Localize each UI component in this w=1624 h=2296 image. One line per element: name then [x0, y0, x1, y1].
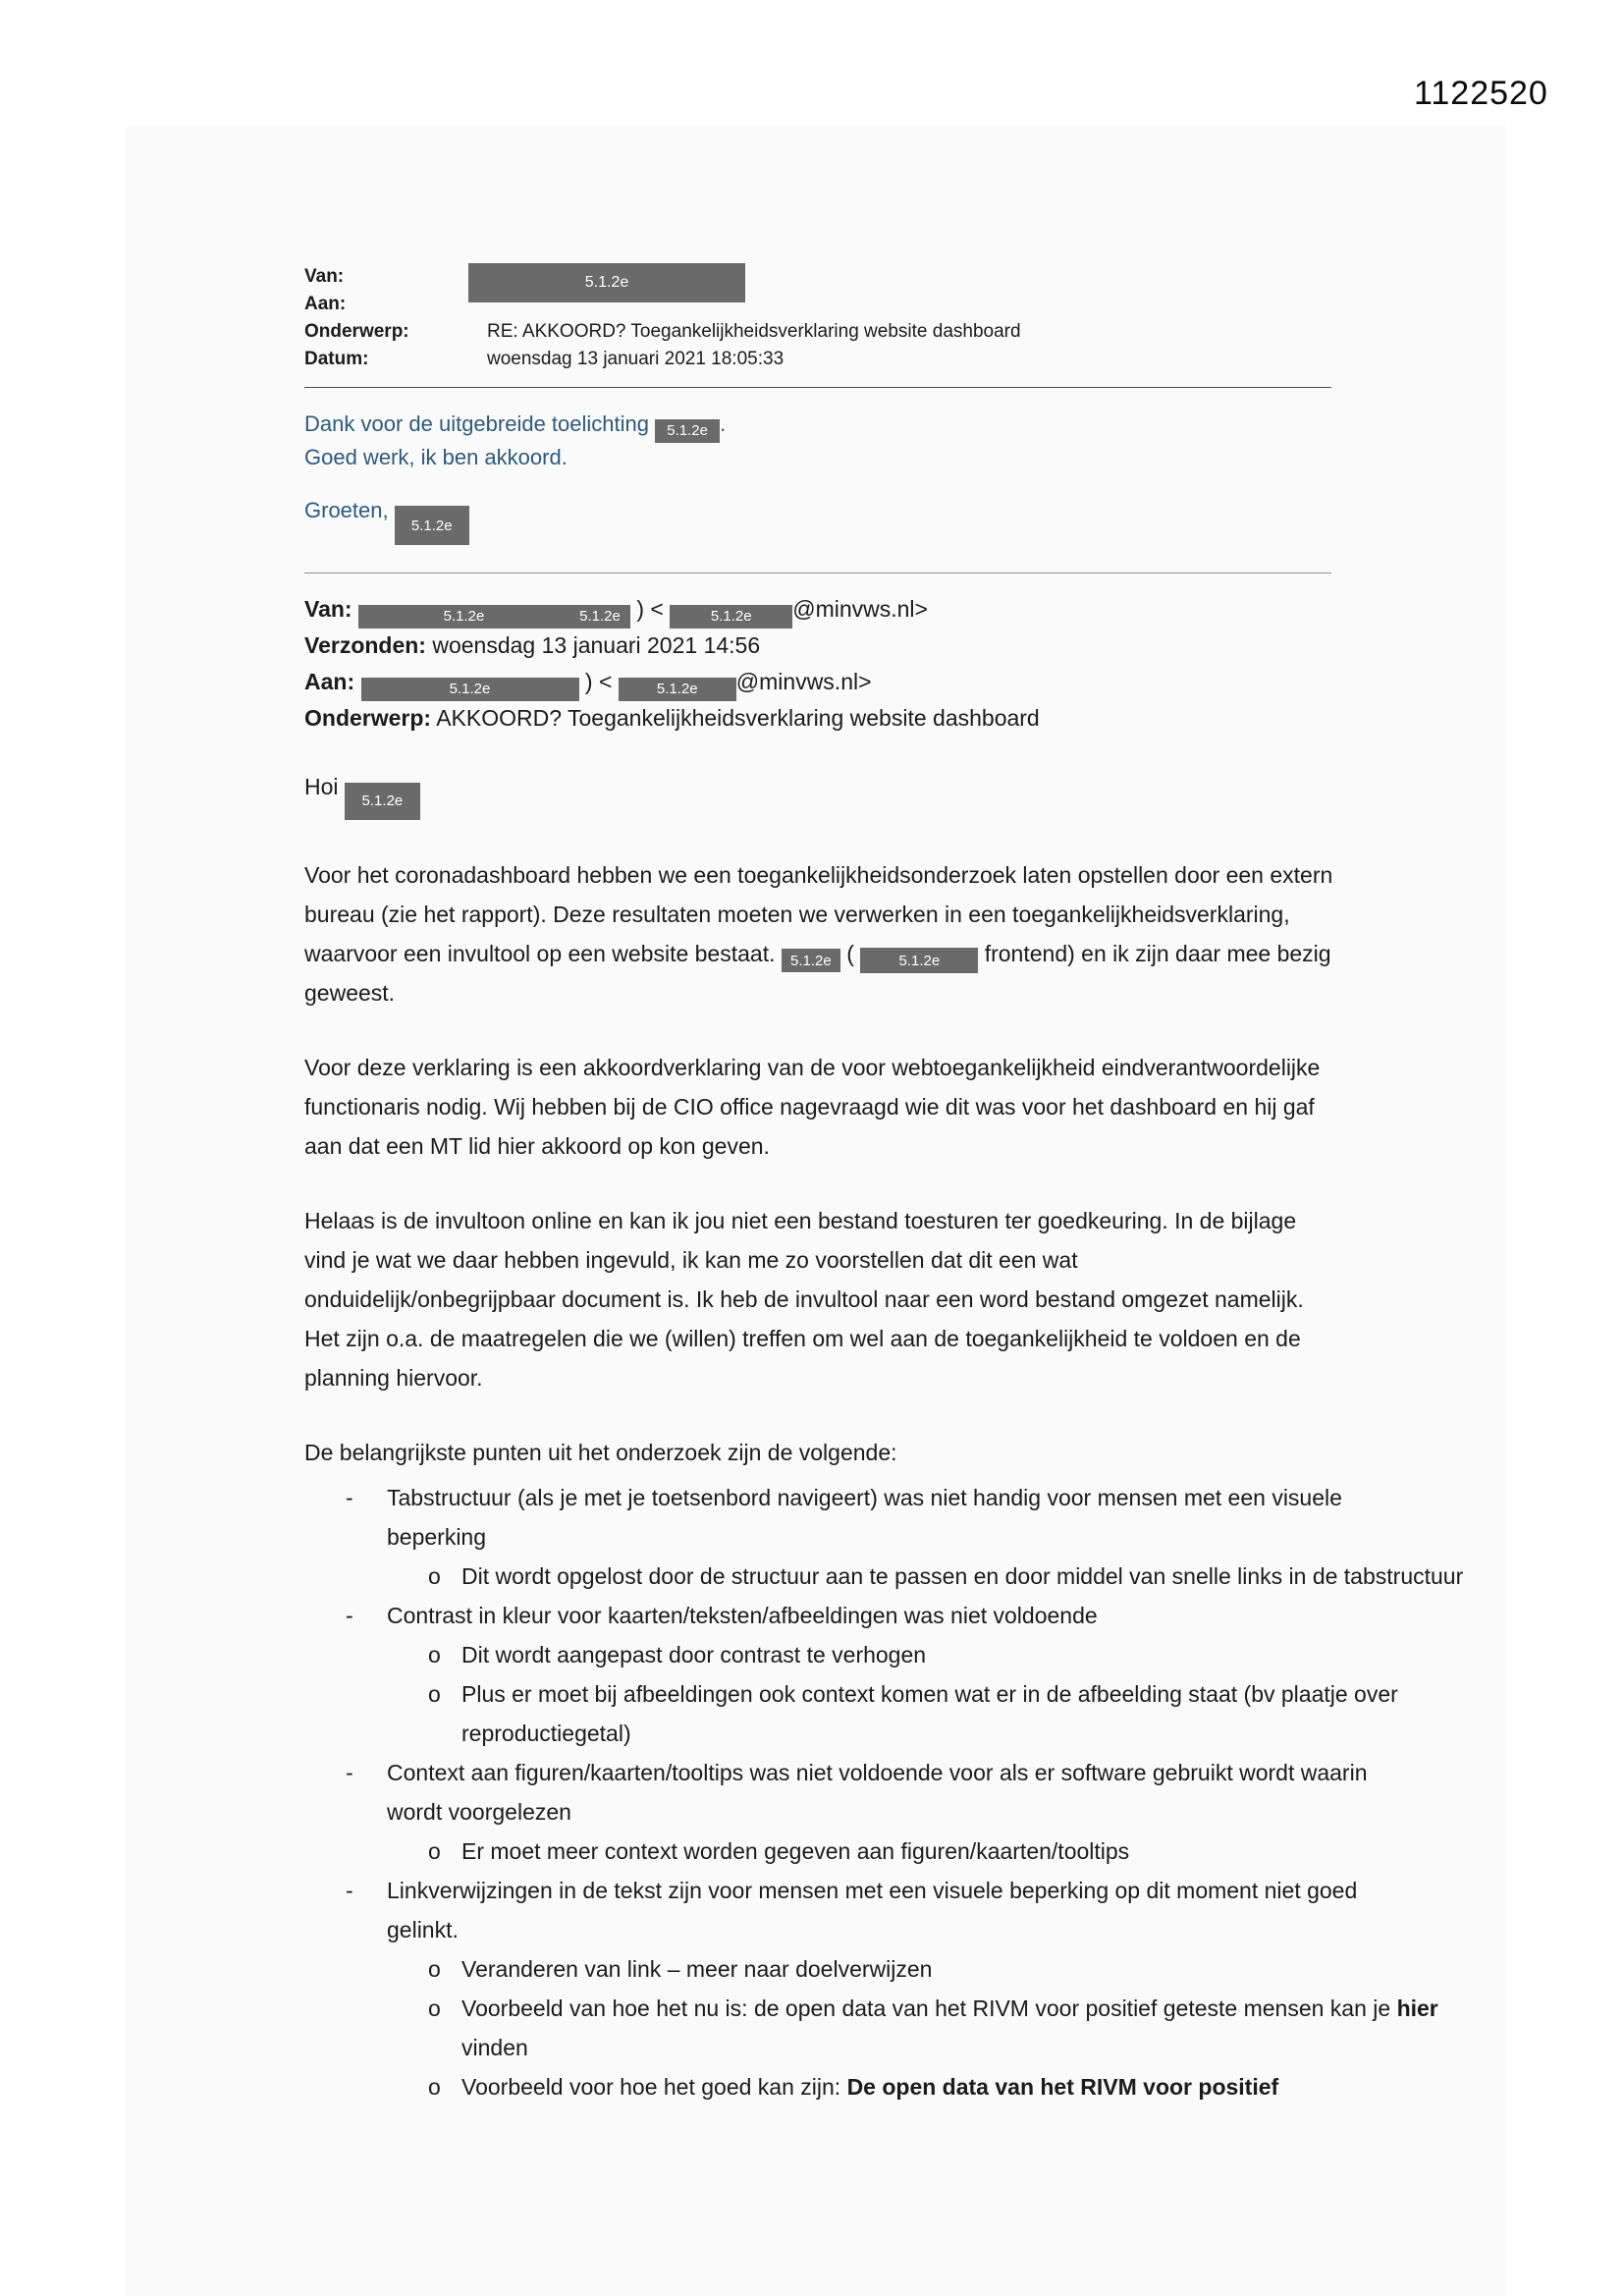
bullet-marker: - — [346, 1760, 353, 1785]
bullet-text: Dit wordt opgelost door de structuur aan te passen en door middel van snelle links in de tabstructuur — [461, 1563, 1464, 1589]
quoted-row-aan — [304, 664, 1337, 700]
redaction-box: 5.1.2e — [619, 678, 736, 701]
header-datum-value: woensdag 13 januari 2021 18:05:33 — [487, 349, 785, 369]
quoted-aan-label: Aan: — [304, 669, 355, 694]
quoted-verzonden-value: woensdag 13 januari 2021 14:56 — [432, 632, 761, 658]
header-row-onderwerp — [304, 318, 1337, 346]
bullet-item — [304, 1674, 1490, 1753]
bullet-marker: o — [428, 2074, 441, 2100]
quoted-aan-domain: @minvws.nl> — [735, 669, 872, 694]
bullet-item — [304, 1596, 1416, 1635]
redaction-box: 5.1.2e — [782, 949, 840, 972]
reply-text-period: . — [720, 411, 727, 436]
bullet-text: Veranderen van link – meer naar doelverwijzen — [461, 1956, 933, 1982]
paragraph-2: Voor deze verklaring is een akkoordverklaring van de voor webtoegankelijkheid eindverantwoordelijke functionaris nodig. Wij hebben bij de CIO office nagevraagd wie dit was voor het dashboard en hij gaf aan dat een MT lid hier akkoord op kon geven. — [304, 1055, 1321, 1159]
bullet-marker: o — [428, 1838, 441, 1864]
bullet-item — [304, 1753, 1416, 1831]
bullet-item — [304, 1989, 1490, 2067]
paragraph-1 — [304, 855, 1333, 1013]
divider-quoted — [304, 573, 1331, 574]
bullet-bold-link-text: hier — [1396, 1995, 1438, 2021]
bullet-text: Plus er moet bij afbeeldingen ook context komen wat er in de afbeelding staat (bv plaatje over reproductiegetal) — [461, 1681, 1398, 1746]
paragraph-1-text: Voor het coronadashboard hebben we een toegankelijkheidsonderzoek laten opstellen door een extern bureau (zie het rapport). Deze resultaten moeten we verwerken in een toegankelijkheidsverklaring, waarvoor een invultool op een website bestaat. — [304, 861, 1333, 966]
bullet-item — [304, 1831, 1490, 1871]
header-van-label: Van: — [304, 266, 345, 287]
redaction-box: 5.1.2e — [468, 263, 745, 302]
quoted-mail-header — [304, 591, 1337, 737]
bullet-item — [304, 1478, 1416, 1557]
bullet-marker: o — [428, 1681, 441, 1707]
findings-list — [304, 1478, 1464, 2106]
redaction-box: 5.1.2e — [670, 605, 792, 629]
redaction-box: 5.1.2e — [569, 605, 630, 629]
bullet-bold-text: De open data van het RIVM voor positief — [846, 2074, 1279, 2100]
header-datum-label: Datum: — [304, 349, 369, 369]
bullet-item — [304, 2067, 1490, 2106]
quoted-row-van — [304, 591, 1337, 628]
header-row-van — [304, 263, 1337, 291]
redaction-box: 5.1.2e — [345, 783, 420, 820]
paragraph-1-paren: ( — [846, 940, 854, 966]
header-row-datum — [304, 346, 1337, 373]
quoted-van-label: Van: — [304, 596, 352, 622]
bullet-text: vinden — [461, 2035, 528, 2060]
header-onderwerp-label: Onderwerp: — [304, 321, 409, 342]
redaction-box: 5.1.2e — [361, 678, 579, 701]
bullet-item — [304, 1635, 1490, 1674]
bullet-marker: o — [428, 1563, 441, 1589]
bullet-marker: o — [428, 1995, 441, 2021]
redaction-box: 5.1.2e — [655, 419, 720, 443]
bullet-text: Contrast in kleur voor kaarten/teksten/afbeeldingen was niet voldoende — [387, 1603, 1098, 1628]
bullet-text: Tabstructuur (als je met je toetsenbord navigeert) was niet handig voor mensen met een visuele beperking — [387, 1485, 1342, 1550]
greeting-text: Hoi — [304, 774, 339, 799]
redaction-box: 5.1.2e — [395, 506, 469, 545]
reply-line-2: Goed werk, ik ben akkoord. — [304, 444, 568, 469]
doc-number: 1122520 — [1414, 75, 1548, 112]
bullet-text: Er moet meer context worden gegeven aan figuren/kaarten/tooltips — [461, 1838, 1130, 1864]
quoted-verzonden-label: Verzonden: — [304, 632, 426, 658]
divider-top — [304, 387, 1331, 388]
bullet-item — [304, 1871, 1416, 1949]
paragraph-1-tail: frontend) en ik zijn daar mee bezig geweest. — [304, 940, 1331, 1006]
quoted-row-onderwerp — [304, 700, 1337, 737]
email-content — [304, 263, 1464, 2106]
quoted-van-separator: ) < — [636, 596, 664, 622]
header-row-aan — [304, 291, 1337, 318]
bullet-marker: - — [346, 1603, 353, 1628]
quoted-van-domain: @minvws.nl> — [792, 596, 928, 622]
redaction-box: 5.1.2e — [358, 605, 569, 629]
reply-line-1 — [304, 410, 1337, 443]
quoted-row-verzonden — [304, 628, 1337, 664]
bullet-text: Linkverwijzingen in de tekst zijn voor mensen met een visuele beperking op dit moment niet goed gelinkt. — [387, 1878, 1358, 1942]
reply-signoff — [304, 496, 1337, 546]
paragraph-4: De belangrijkste punten uit het onderzoek zijn de volgende: — [304, 1440, 897, 1465]
quoted-onderwerp-label: Onderwerp: — [304, 705, 432, 731]
bullet-item — [304, 1557, 1490, 1596]
bullet-marker: - — [346, 1485, 353, 1510]
redaction-box: 5.1.2e — [860, 948, 978, 973]
quoted-aan-separator: ) < — [584, 669, 613, 694]
reply-greeting: Groeten, — [304, 497, 389, 522]
reply-message — [304, 410, 1337, 545]
bullet-marker: o — [428, 1642, 441, 1667]
bullet-text: Context aan figuren/kaarten/tooltips was niet voldoende voor als er software gebruikt wordt waarin wordt voorgelezen — [387, 1760, 1368, 1825]
header-aan-label: Aan: — [304, 294, 347, 314]
reply-text: Dank voor de uitgebreide toelichting — [304, 411, 650, 436]
bullet-item — [304, 1949, 1490, 1989]
bullet-text: Voorbeeld van hoe het nu is: de open data van het RIVM voor positief geteste mensen kan je — [461, 1995, 1397, 2021]
mail-header — [304, 263, 1337, 373]
bullet-marker: o — [428, 1956, 441, 1982]
bullet-text: Voorbeeld voor hoe het goed kan zijn: — [461, 2074, 847, 2100]
bullet-text: Dit wordt aangepast door contrast te verhogen — [461, 1642, 927, 1667]
paragraph-3: Helaas is de invultoon online en kan ik jou niet een bestand toesturen ter goedkeuring. In de bijlage vind je wat we daar hebben ingevuld, ik kan me zo voorstellen dat dit een wat onduidelijk/onbegrijpbaar document is. Ik heb de invultool naar een word bestand omgezet namelijk. Het zijn o.a. de maatregelen die we (willen) treffen om wel aan de toegankelijkheid te voldoen en de planning hiervoor. — [304, 1208, 1304, 1391]
bullet-marker: - — [346, 1878, 353, 1903]
quoted-onderwerp-value: AKKOORD? Toegankelijkheidsverklaring website dashboard — [436, 705, 1040, 731]
header-onderwerp-value: RE: AKKOORD? Toegankelijkheidsverklaring website dashboard — [487, 321, 1021, 342]
greeting-line — [304, 774, 1337, 820]
